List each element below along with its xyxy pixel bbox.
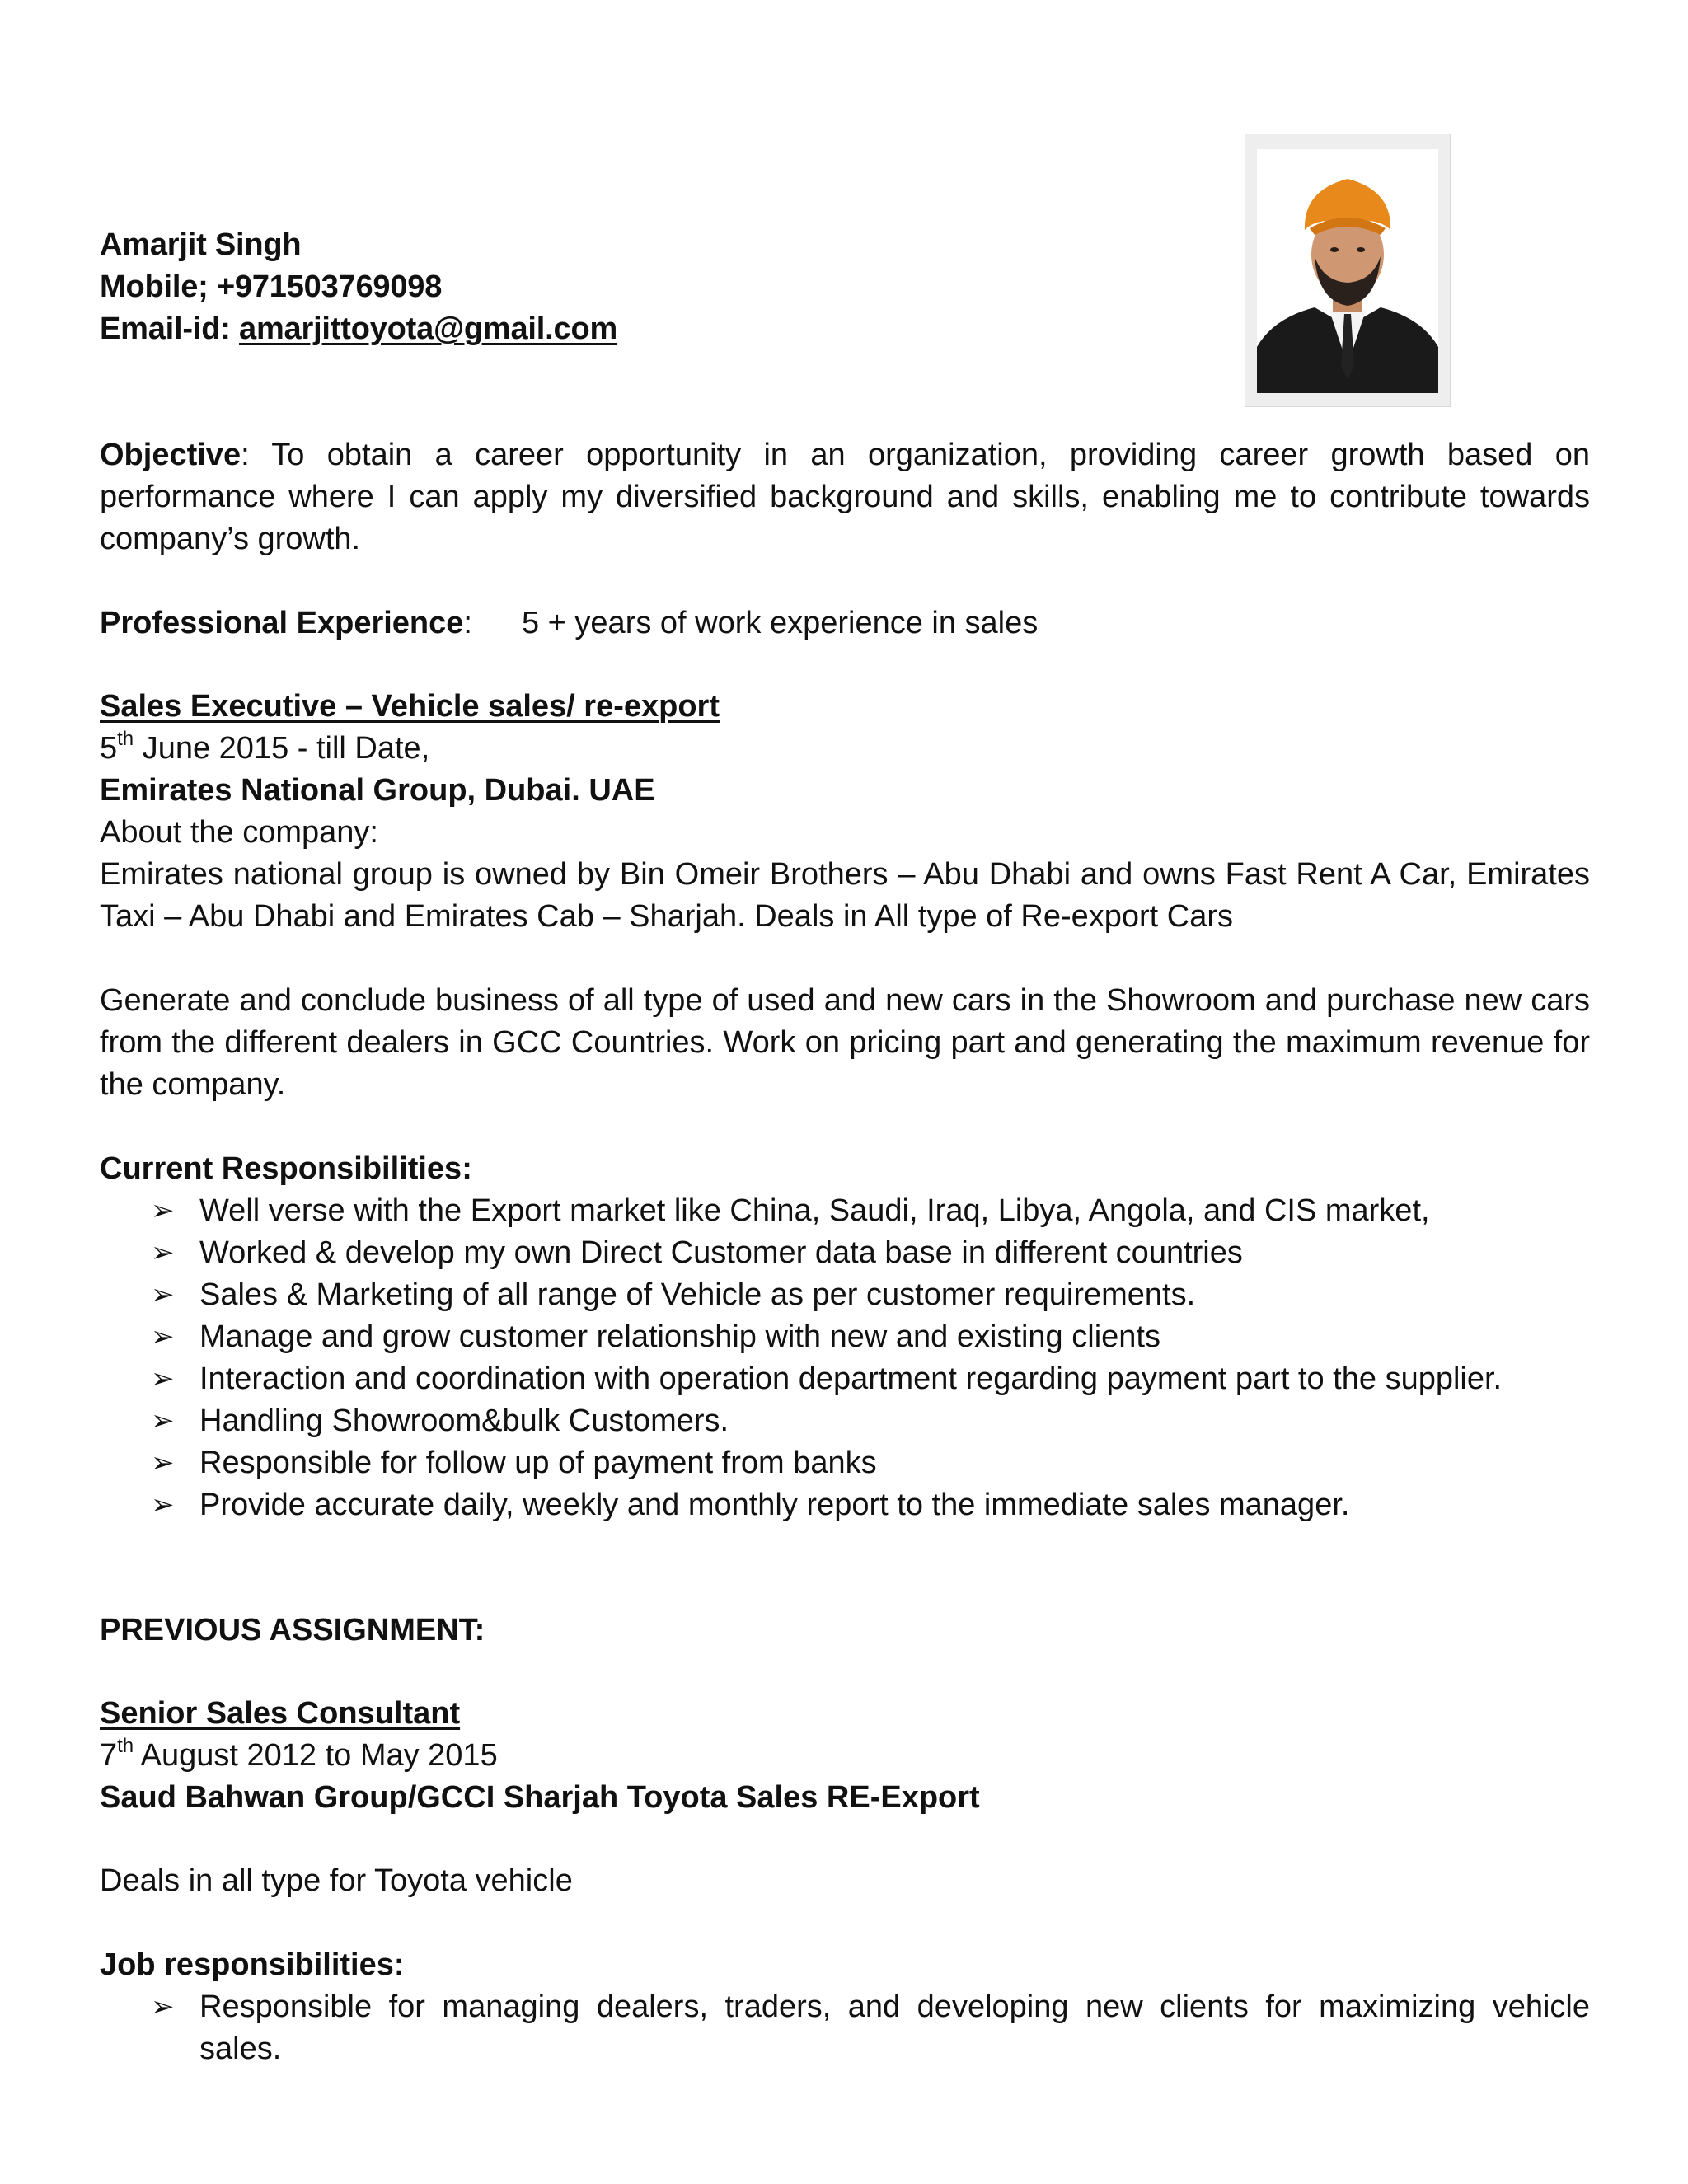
list-item: ➢ Responsible for managing dealers, traders, and developing new clients for maximizing vehicle sales. bbox=[100, 1986, 1590, 2070]
portrait-image bbox=[1257, 149, 1438, 393]
current-job-date-sup: th bbox=[117, 728, 134, 751]
list-item: ➢ Handling Showroom&bulk Customers. bbox=[100, 1400, 1590, 1442]
portrait-illustration bbox=[1257, 149, 1438, 393]
experience-colon: : bbox=[463, 606, 472, 640]
list-item: ➢ Sales & Marketing of all range of Vehicle as per customer requirements. bbox=[100, 1274, 1590, 1316]
experience-label: Professional Experience bbox=[100, 606, 464, 640]
list-item: ➢ Manage and grow customer relationship with new and existing clients bbox=[100, 1316, 1590, 1358]
list-item: ➢ Provide accurate daily, weekly and monthly report to the immediate sales manager. bbox=[100, 1484, 1590, 1526]
list-item: ➢ Worked & develop my own Direct Customer data base in different countries bbox=[100, 1232, 1590, 1274]
arrow-bullet-icon: ➢ bbox=[151, 1362, 175, 1395]
previous-job-deals: Deals in all type for Toyota vehicle bbox=[100, 1863, 573, 1898]
previous-job-section bbox=[100, 1693, 1590, 1819]
list-item: ➢ Well verse with the Export market like China, Saudi, Iraq, Libya, Angola, and CIS market, bbox=[100, 1190, 1590, 1232]
arrow-bullet-icon: ➢ bbox=[151, 1236, 175, 1269]
previous-job-title: Senior Sales Consultant bbox=[100, 1696, 461, 1731]
arrow-bullet-icon: ➢ bbox=[151, 1278, 175, 1311]
current-job-company: Emirates National Group, Dubai. UAE bbox=[100, 773, 655, 808]
objective-text: : To obtain a career opportunity in an organization, providing career growth based on performance where I can apply my diversified background and skills, enabling me to contribute towards company’s growth. bbox=[100, 438, 1590, 556]
candidate-name: Amarjit Singh bbox=[100, 227, 302, 262]
arrow-bullet-icon: ➢ bbox=[151, 1488, 175, 1521]
arrow-bullet-icon: ➢ bbox=[151, 1446, 175, 1479]
experience-value: 5 + years of work experience in sales bbox=[521, 606, 1039, 640]
current-job-date-rest: June 2015 - till Date, bbox=[134, 731, 430, 766]
list-item: ➢ Interaction and coordination with operation department regarding payment part to the supplier. bbox=[100, 1358, 1590, 1400]
about-company-label: About the company: bbox=[100, 815, 378, 850]
arrow-bullet-icon: ➢ bbox=[151, 1194, 175, 1227]
current-job-date-day: 5 bbox=[100, 731, 118, 766]
list-item: ➢ Responsible for follow up of payment from banks bbox=[100, 1442, 1590, 1484]
previous-job-date bbox=[100, 1735, 1590, 1777]
about-company-text: Emirates national group is owned by Bin Omeir Brothers – Abu Dhabi and owns Fast Rent A Car, Emirates Taxi – Abu Dhabi and Emirates Cab – Sharjah. Deals in All type of Re-export Cars bbox=[100, 857, 1590, 934]
current-responsibilities-heading: Current Responsibilities: bbox=[100, 1151, 472, 1186]
arrow-bullet-icon: ➢ bbox=[151, 1404, 175, 1437]
current-job-title: Sales Executive – Vehicle sales/ re-export bbox=[100, 689, 720, 724]
job-responsibilities-list bbox=[100, 1986, 1590, 2070]
objective-label: Objective bbox=[100, 438, 241, 472]
objective-section bbox=[100, 434, 1590, 560]
current-responsibilities-section bbox=[100, 1148, 1590, 1526]
job-responsibilities-heading: Job responsibilities: bbox=[100, 1947, 405, 1982]
email-label: Email-id: bbox=[100, 312, 231, 346]
previous-job-company: Saud Bahwan Group/GCCI Sharjah Toyota Sales RE-Export bbox=[100, 1780, 980, 1815]
profile-photo bbox=[1245, 134, 1451, 407]
current-job-summary: Generate and conclude business of all type of used and new cars in the Showroom and purchase new cars from the different dealers in GCC Countries. Work on pricing part and generating the maximum revenue for the company. bbox=[100, 983, 1590, 1102]
previous-job-date-rest: August 2012 to May 2015 bbox=[134, 1738, 498, 1773]
previous-job-date-day: 7 bbox=[100, 1738, 118, 1773]
job-responsibilities-section bbox=[100, 1944, 1590, 2070]
current-job-section bbox=[100, 686, 1590, 938]
current-job-date bbox=[100, 728, 1590, 770]
arrow-bullet-icon: ➢ bbox=[151, 1320, 175, 1353]
arrow-bullet-icon: ➢ bbox=[151, 1990, 175, 2023]
previous-job-date-sup: th bbox=[117, 1735, 134, 1758]
experience-row bbox=[100, 602, 1590, 644]
mobile-number: Mobile; +971503769098 bbox=[100, 269, 443, 304]
previous-assignment-heading: PREVIOUS ASSIGNMENT: bbox=[100, 1613, 485, 1647]
current-responsibilities-list bbox=[100, 1190, 1590, 1526]
email-link[interactable]: amarjittoyota@gmail.com bbox=[239, 312, 618, 346]
